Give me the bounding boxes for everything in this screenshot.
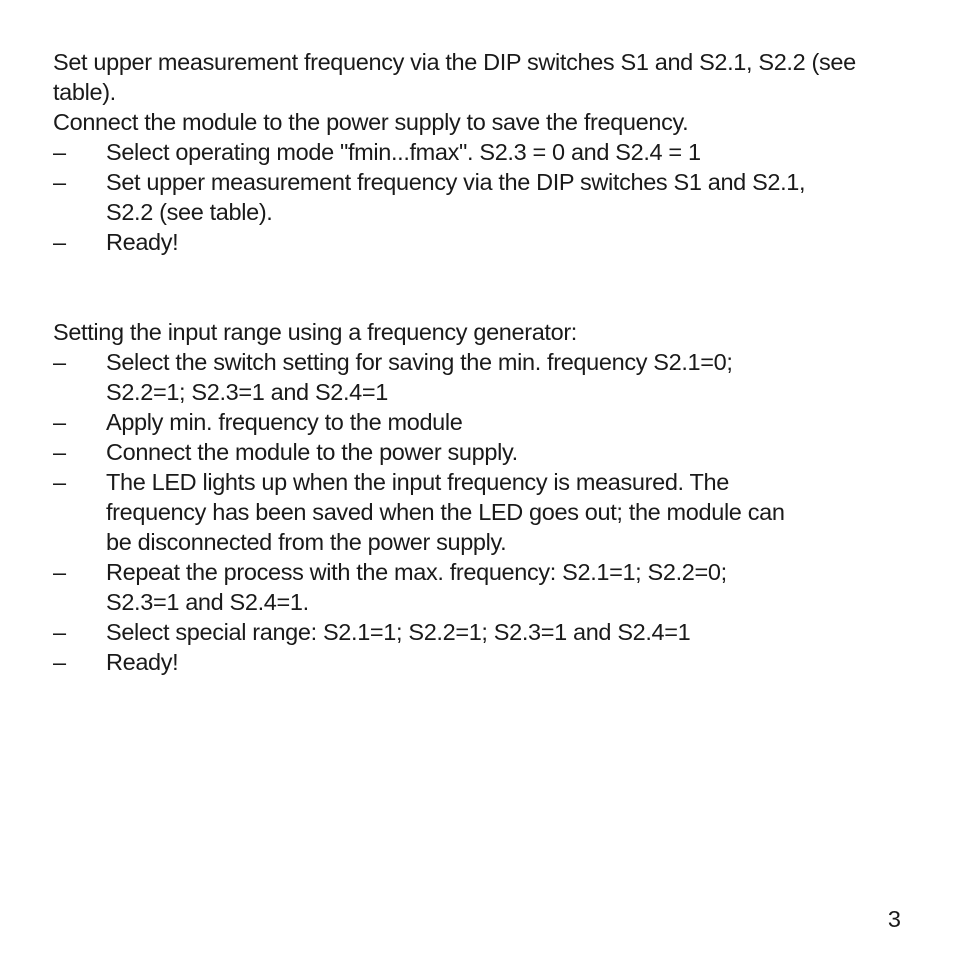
dash-bullet: – — [53, 469, 66, 495]
intro-paragraph-2: Connect the module to the power supply to save the frequency. — [53, 109, 689, 135]
section-intro: Setting the input range using a frequency generator: — [53, 319, 577, 345]
list-item-text: Select special range: S2.1=1; S2.2=1; S2.3=1 and S2.4=1 — [106, 619, 691, 645]
list-item — [53, 647, 903, 677]
list-item-text: Ready! — [106, 229, 179, 255]
list-item-text: Ready! — [106, 649, 179, 675]
list-item — [53, 137, 903, 167]
intro-paragraph-1: Set upper measurement frequency via the DIP switches S1 and S2.1, S2.2 (see table). — [53, 49, 856, 105]
list-item-text: Repeat the process with the max. frequency: S2.1=1; S2.2=0; S2.3=1 and S2.4=1. — [106, 559, 727, 615]
dash-bullet: – — [53, 619, 66, 645]
list-item — [53, 227, 903, 257]
dash-bullet: – — [53, 229, 66, 255]
list-item-text: Select operating mode "fmin...fmax". S2.3 = 0 and S2.4 = 1 — [106, 139, 701, 165]
dash-bullet: – — [53, 139, 66, 165]
list-item — [53, 557, 771, 617]
dash-bullet: – — [53, 409, 66, 435]
list-item — [53, 437, 903, 467]
document-page — [53, 47, 903, 677]
list-item — [53, 407, 903, 437]
dash-bullet: – — [53, 649, 66, 675]
dash-bullet: – — [53, 439, 66, 465]
steps-list-2 — [53, 347, 903, 677]
list-item — [53, 467, 806, 557]
section-spacer — [53, 257, 903, 317]
list-item-text: Connect the module to the power supply. — [106, 439, 518, 465]
dash-bullet: – — [53, 559, 66, 585]
list-item-text: Select the switch setting for saving the min. frequency S2.1=0; S2.2=1; S2.3=1 and S2.4=1 — [106, 349, 733, 405]
list-item-text: Set upper measurement frequency via the DIP switches S1 and S2.1, S2.2 (see table). — [106, 169, 806, 225]
list-item — [53, 617, 903, 647]
dash-bullet: – — [53, 169, 66, 195]
page-number: 3 — [887, 906, 901, 932]
list-item-text: The LED lights up when the input frequency is measured. The frequency has been saved when the LED goes out; the module can be disconnected from the power supply. — [106, 469, 785, 555]
steps-list-1 — [53, 137, 903, 257]
list-item — [53, 347, 778, 407]
list-item — [53, 167, 826, 227]
dash-bullet: – — [53, 349, 66, 375]
list-item-text: Apply min. frequency to the module — [106, 409, 463, 435]
